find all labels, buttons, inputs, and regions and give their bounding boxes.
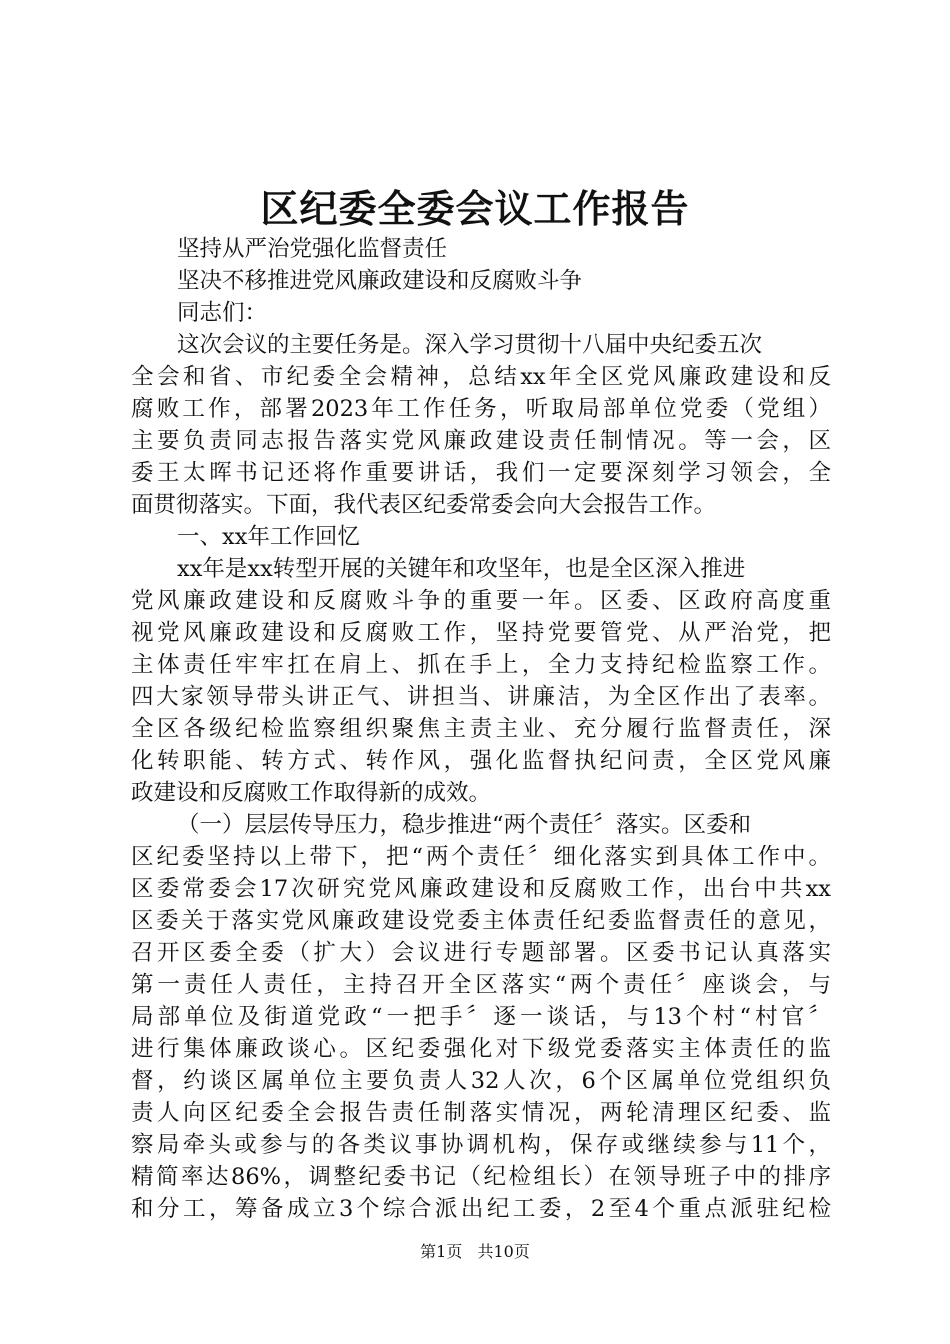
page-total: 共10页 (477, 1242, 530, 1261)
paragraph-line: 主体责任牢牢扛在肩上、抓在手上，全力支持纪检监察工作。 (131, 652, 831, 678)
subtitle-line: 坚持从严治党强化监督责任 (177, 236, 448, 262)
document-body (131, 233, 831, 1225)
section-heading: 一、xx年工作回忆 (177, 524, 360, 550)
paragraph-line: xx年是xx转型开展的关键年和攻坚年，也是全区深入推进 (177, 556, 746, 582)
paragraph-line: 察局牵头或参与的各类议事协调机构，保存或继续参与11个， (131, 1132, 831, 1158)
paragraph-line: 召开区委全委（扩大）会议进行专题部署。区委书记认真落实 (131, 940, 831, 966)
salutation: 同志们： (177, 300, 268, 326)
paragraph-line: 第一责任人责任，主持召开全区落实“两个责任〞座谈会，与 (131, 972, 831, 998)
paragraph-line: 腐败工作，部署2023年工作任务，听取局部单位党委（党组） (131, 396, 831, 422)
paragraph-line: 面贯彻落实。下面，我代表区纪委常委会向大会报告工作。 (131, 492, 717, 518)
paragraph-line: 区委常委会17次研究党风廉政建设和反腐败工作，出台中共xx (131, 876, 831, 902)
paragraph-line: 委王太晖书记还将作重要讲话，我们一定要深刻学习领会，全 (131, 460, 831, 486)
page-number: 第1页 (420, 1242, 463, 1261)
paragraph-line: 区纪委坚持以上带下，把“两个责任〞细化落实到具体工作中。 (131, 844, 831, 870)
paragraph-line: 视党风廉政建设和反腐败工作，坚持党要管党、从严治党，把 (131, 620, 831, 646)
document-title: 区纪委全委会议工作报告 (260, 186, 690, 231)
paragraph-line: 区委关于落实党风廉政建设党委主体责任纪委监督责任的意见， (131, 908, 831, 934)
paragraph-line: 这次会议的主要任务是。深入学习贯彻十八届中央纪委五次 (177, 332, 763, 358)
paragraph-line: （一）层层传导压力，稳步推进“两个责任〞落实。区委和 (177, 812, 752, 838)
paragraph-line: 精简率达86%，调整纪委书记（纪检组长）在领导班子中的排序 (131, 1164, 831, 1190)
paragraph-line: 督，约谈区属单位主要负责人32人次，6个区属单位党组织负 (131, 1068, 831, 1094)
paragraph-line: 和分工，筹备成立3个综合派出纪工委，2至4个重点派驻纪检 (131, 1196, 831, 1222)
page-footer (0, 1240, 950, 1264)
paragraph-line: 进行集体廉政谈心。区纪委强化对下级党委落实主体责任的监 (131, 1036, 831, 1062)
paragraph-line: 全区各级纪检监察组织聚焦主责主业、充分履行监督责任，深 (131, 716, 831, 742)
paragraph-line: 主要负责同志报告落实党风廉政建设责任制情况。等一会，区 (131, 428, 831, 454)
paragraph-line: 四大家领导带头讲正气、讲担当、讲廉洁，为全区作出了表率。 (131, 684, 831, 710)
paragraph-line: 化转职能、转方式、转作风，强化监督执纪问责，全区党风廉 (131, 748, 831, 774)
paragraph-line: 责人向区纪委全会报告责任制落实情况，两轮清理区纪委、监 (131, 1100, 831, 1126)
paragraph-line: 党风廉政建设和反腐败斗争的重要一年。区委、区政府高度重 (131, 588, 831, 614)
paragraph-line: 局部单位及街道党政“一把手〞逐一谈话，与13个村“村官〞 (131, 1004, 831, 1030)
paragraph-line: 政建设和反腐败工作取得新的成效。 (131, 780, 492, 806)
subtitle-line: 坚决不移推进党风廉政建设和反腐败斗争 (177, 268, 583, 294)
paragraph-line: 全会和省、市纪委全会精神，总结xx年全区党风廉政建设和反 (131, 364, 831, 390)
